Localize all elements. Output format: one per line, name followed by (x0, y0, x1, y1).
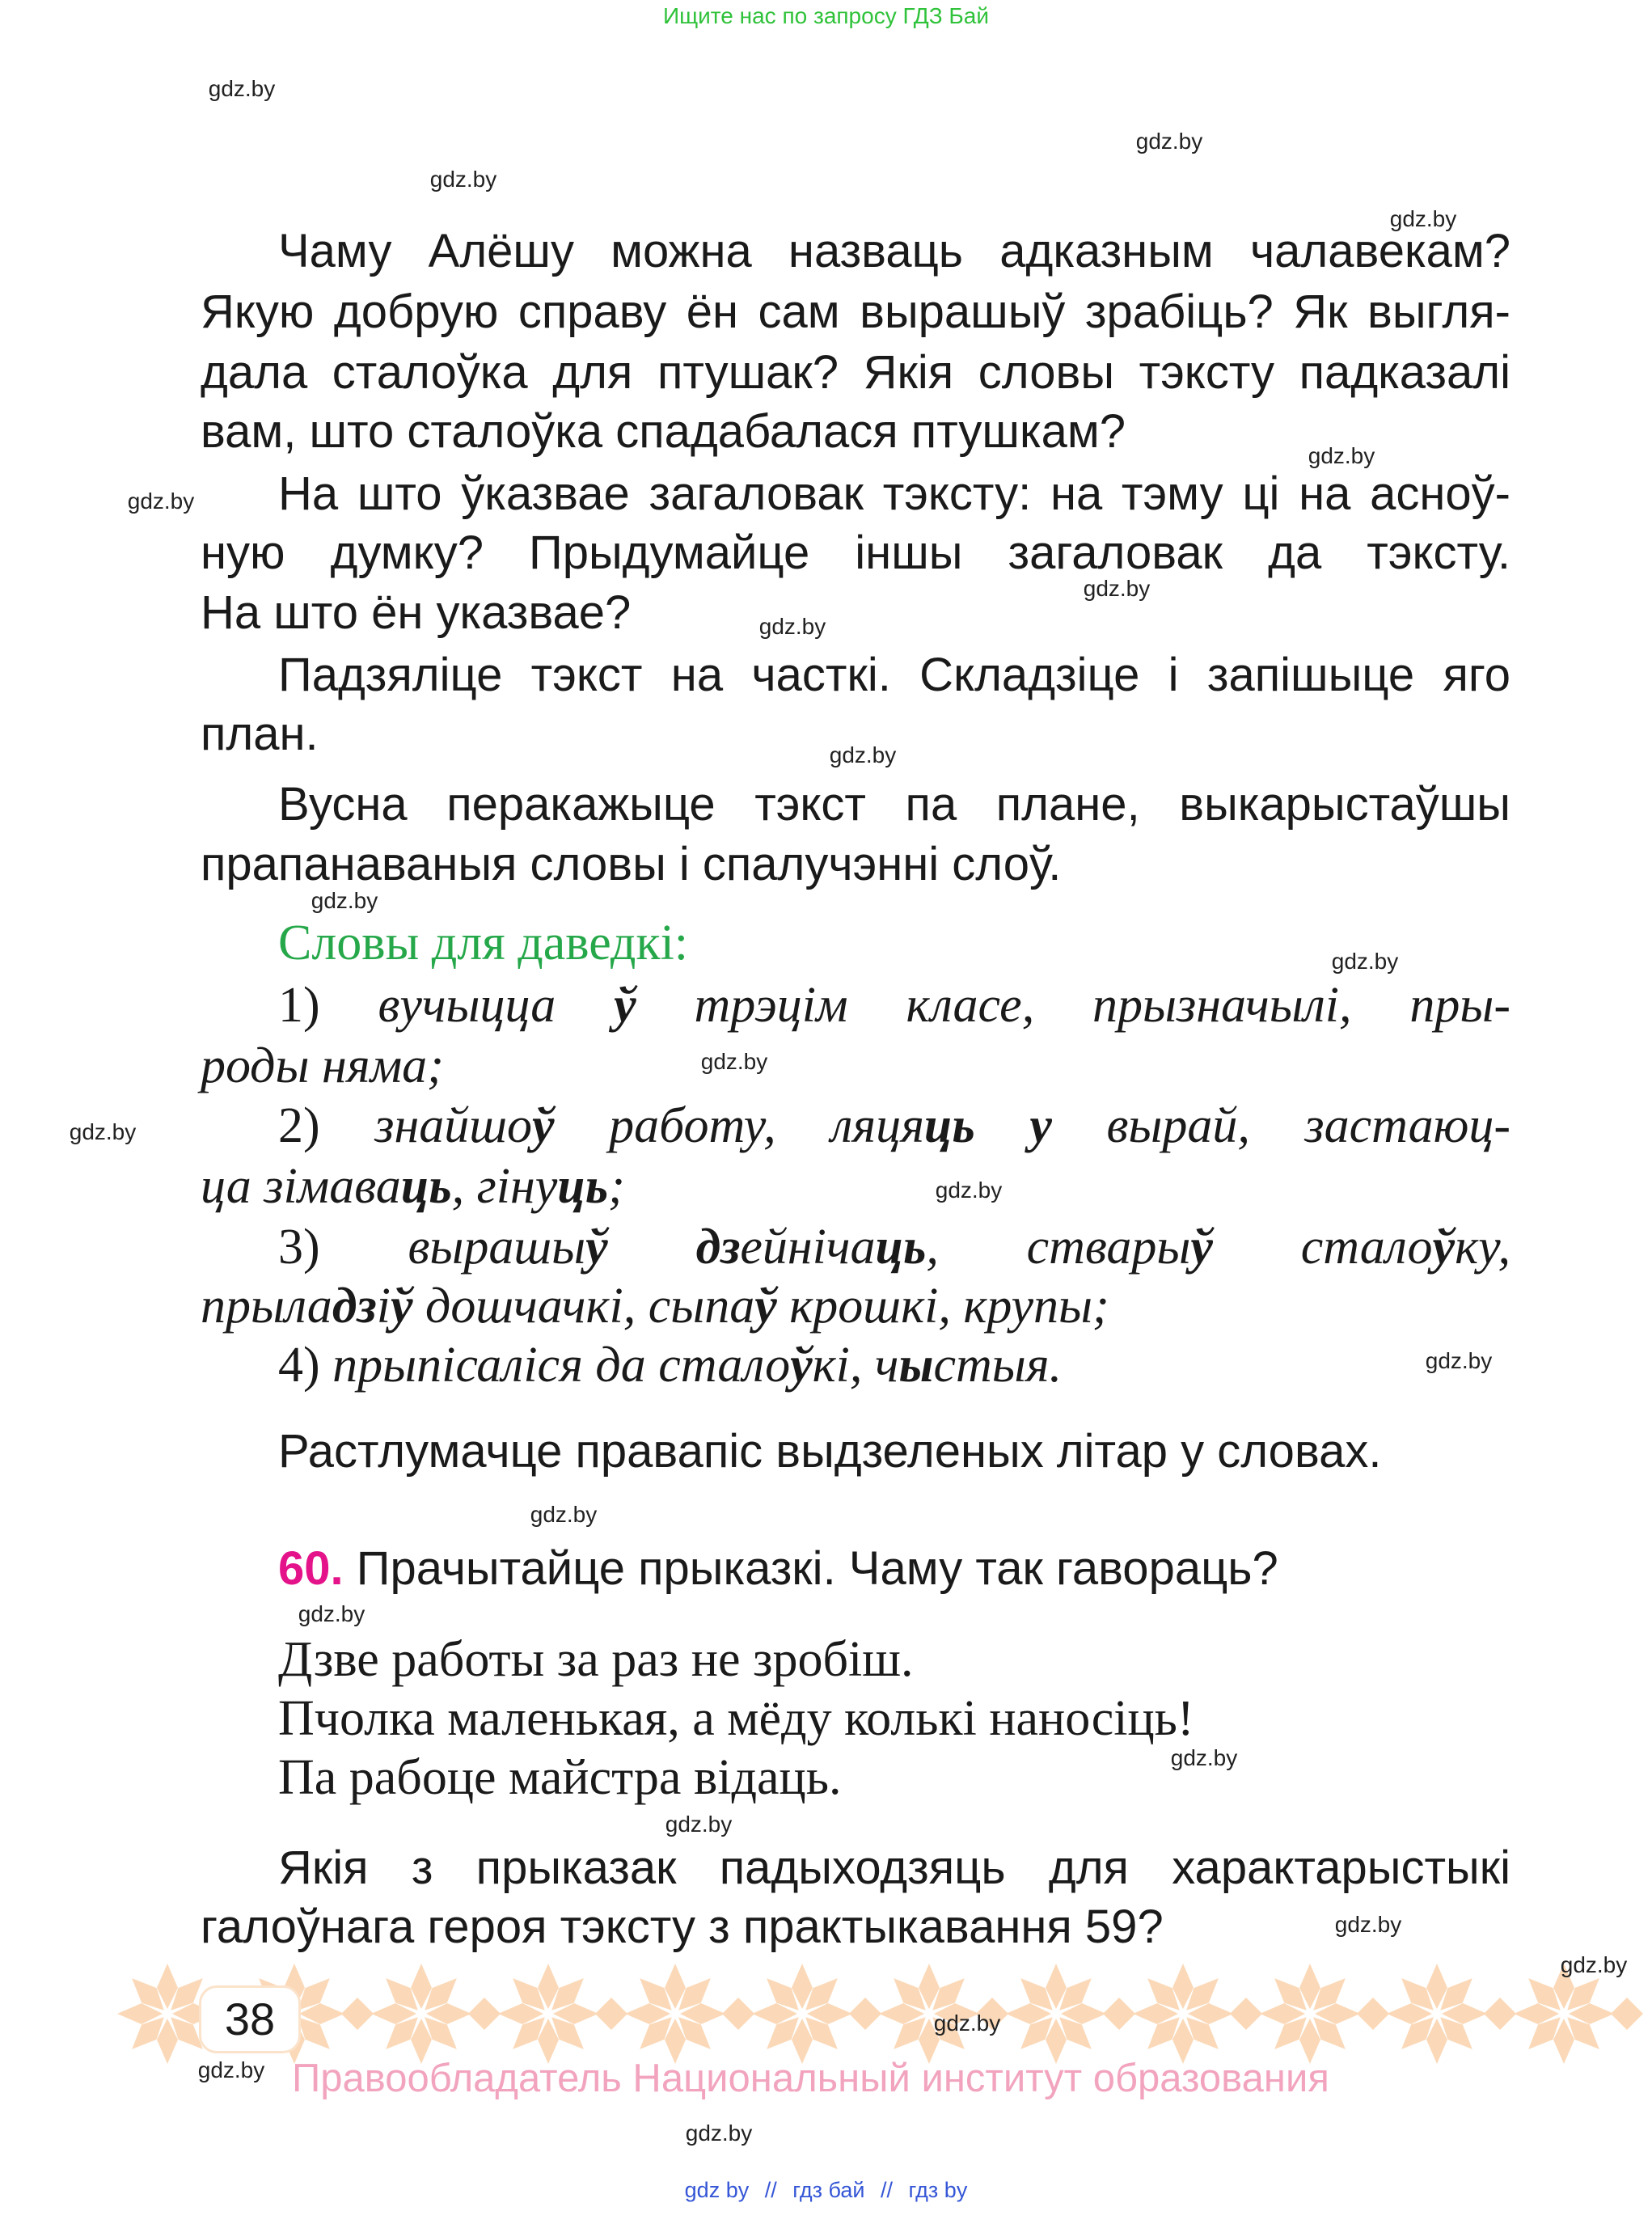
exercise-task (278, 1537, 1510, 1601)
hint-number: 2) (278, 1098, 320, 1153)
ornament-star (752, 1964, 852, 2064)
proverb: Дзве работы за раз не зробіш. (278, 1632, 914, 1687)
hint-text: трэцім класе, прызначылі, пры- (636, 978, 1510, 1033)
ornament-star (1006, 1964, 1106, 2064)
ornament-diamond (341, 1998, 374, 2030)
watermark: gdz.by (685, 2120, 753, 2146)
hint-line (201, 1154, 1510, 1219)
text-line: дала сталоўка для птушак? Якія словы тэксту падказалі (201, 346, 1510, 399)
watermark: gdz.by (829, 742, 897, 767)
hint-text: прыпісаліся да стало (332, 1338, 791, 1393)
watermark: gdz.by (429, 167, 497, 192)
highlighted-letters: ў (390, 1279, 413, 1334)
watermark: gdz.by (1389, 206, 1457, 231)
highlighted-letters: ў (585, 1220, 608, 1275)
text-line: Якую добрую справу ён сам вырашыў зрабіць? Як выгля- (201, 285, 1510, 338)
exercise-text: Прачытайце прыказкі. Чаму так гавораць? (356, 1542, 1278, 1595)
hint-line (278, 973, 1510, 1038)
hint-line (201, 1034, 1510, 1098)
ornament-diamond (1230, 1998, 1262, 2030)
ornament-star (625, 1964, 725, 2064)
hint-text: вырашы (408, 1220, 586, 1275)
watermark: gdz.by (127, 488, 195, 514)
highlighted-letters: ць (923, 1098, 975, 1153)
search-banner[interactable]: Ищите нас по запросу ГДЗ Бай (662, 3, 990, 28)
hint-text: ку, (1455, 1220, 1511, 1275)
separator: // (881, 2178, 894, 2202)
watermark: gdz.by (700, 1049, 768, 1074)
hint-text: ейніча (740, 1220, 876, 1275)
ornament-diamond (1611, 1998, 1643, 2030)
copyright-notice: Правообладатель Национальный институт образования (292, 2057, 1329, 2100)
ornament-star (1387, 1964, 1487, 2064)
proverb: Пчолка маленькая, а мёду колькі наносіць! (278, 1691, 1194, 1746)
ornament-diamond (1484, 1998, 1516, 2030)
highlighted-letters: дз (695, 1220, 741, 1275)
highlighted-letters: ць (557, 1159, 609, 1214)
highlighted-letters: ў (754, 1279, 777, 1334)
text-line: На што ўказвае загаловак тэксту: на тэму ці на асноў- (278, 467, 1510, 520)
link-gdz-by-2[interactable]: гдз by (908, 2178, 968, 2202)
highlighted-letters: ў (614, 978, 636, 1033)
highlighted-letters: ць (400, 1159, 452, 1214)
hint-text: работу, ляця (554, 1098, 924, 1153)
hint-text: стало (1212, 1220, 1433, 1275)
watermark: gdz.by (298, 1601, 365, 1626)
separator: // (764, 2178, 777, 2202)
watermark: gdz.by (758, 614, 826, 639)
hint-number: 1) (278, 978, 320, 1033)
hint-text: і (376, 1279, 391, 1334)
hint-text: дошчачкі, сыпа (412, 1279, 755, 1334)
highlighted-letters: ць (875, 1220, 927, 1275)
hints-title: Словы для даведкі: (278, 915, 689, 970)
proverb: Па рабоце майстра відаць. (278, 1750, 842, 1805)
page-number: 38 (199, 1985, 301, 2053)
text-line: На што ён указвае? (201, 586, 632, 639)
text-line: Чаму Алёшу можна назваць адказным чалавекам? (278, 225, 1510, 277)
ornament-star (1133, 1964, 1233, 2064)
hint-text: , гіну (451, 1159, 558, 1214)
hint-text: ца зімава (201, 1159, 401, 1214)
ornament-star (371, 1964, 471, 2064)
ornament-diamond (468, 1998, 501, 2030)
hint-text: ; (608, 1159, 625, 1214)
highlighted-letters: ы (898, 1338, 934, 1393)
text-line: план. (201, 708, 319, 760)
watermark: gdz.by (1135, 129, 1203, 154)
hint-number: 4) (278, 1338, 320, 1393)
highlighted-letters: ў (790, 1338, 813, 1393)
ornament-star (498, 1964, 598, 2064)
text-line: прапанаваныя словы і спалучэнні слоў. (201, 838, 1062, 890)
watermark: gdz.by (1083, 576, 1151, 601)
hint-line (278, 1333, 1510, 1397)
watermark: gdz.by (665, 1812, 733, 1837)
hint-text: вучыцца (378, 978, 615, 1033)
hint-text: вырай, застаюц- (1051, 1098, 1511, 1153)
watermark: gdz.by (1560, 1952, 1628, 1977)
watermark: gdz.by (1308, 443, 1375, 468)
hint-line (278, 1215, 1510, 1279)
explain-task: Растлумачце правапіс выдзеленых літар у словах. (278, 1425, 1382, 1478)
exercise-number: 60. (278, 1542, 344, 1595)
hint-text: стыя. (933, 1338, 1063, 1393)
bottom-links (0, 2178, 1652, 2203)
ornament-diamond (849, 1998, 881, 2030)
link-gdz-bai[interactable]: гдз бай (792, 2178, 865, 2202)
watermark: gdz.by (311, 888, 378, 913)
hint-line (201, 1274, 1510, 1338)
ornament-diamond (595, 1998, 627, 2030)
hint-line (278, 1093, 1510, 1158)
text-line: галоўнага героя тэксту з практыкавання 59? (201, 1901, 1164, 1953)
hint-text (975, 1098, 1030, 1153)
hint-text (608, 1220, 696, 1275)
hint-text: роды няма; (201, 1038, 444, 1093)
highlighted-letters: ў (1432, 1220, 1456, 1275)
text-line: ную думку? Прыдумайце іншы загаловак да тэксту. (201, 526, 1510, 579)
watermark: gdz.by (933, 2010, 1001, 2036)
highlighted-letters: дз (332, 1279, 377, 1334)
hint-text: знайшо (374, 1098, 532, 1153)
ornament-star (1514, 1964, 1614, 2064)
text-line: Падзяліце тэкст на часткі. Складзіце і запішыце яго (278, 649, 1510, 701)
watermark: gdz.by (1425, 1348, 1493, 1373)
ornament-diamond (1103, 1998, 1135, 2030)
watermark: gdz.by (208, 76, 276, 101)
hint-text: кі, ч (812, 1338, 899, 1393)
highlighted-letters: ў (1190, 1220, 1213, 1275)
watermark: gdz.by (1334, 1912, 1402, 1937)
watermark: gdz.by (1331, 949, 1399, 974)
hint-number: 3) (278, 1220, 320, 1275)
watermark: gdz.by (1170, 1745, 1238, 1770)
text-line: Вусна перакажыце тэкст па плане, выкарыстаўшы (278, 778, 1510, 831)
hint-text: крошкі, крупы; (776, 1279, 1109, 1334)
link-gdz-by[interactable]: gdz by (684, 2178, 750, 2202)
ornament-diamond (722, 1998, 754, 2030)
watermark: gdz.by (935, 1178, 1003, 1203)
watermark: gdz.by (69, 1119, 137, 1144)
watermark: gdz.by (197, 2057, 265, 2082)
highlighted-letters: у (1029, 1098, 1052, 1153)
hint-text: , ствары (926, 1220, 1191, 1275)
text-line: вам, што сталоўка спадабалася птушкам? (201, 405, 1126, 458)
text-line: Якія з прыказак падыходзяць для характарыстыкі (278, 1841, 1510, 1894)
highlighted-letters: ў (532, 1098, 555, 1153)
ornament-star (1260, 1964, 1360, 2064)
hint-text: прыла (201, 1279, 332, 1334)
ornament-diamond (1357, 1998, 1389, 2030)
watermark: gdz.by (530, 1502, 598, 1527)
